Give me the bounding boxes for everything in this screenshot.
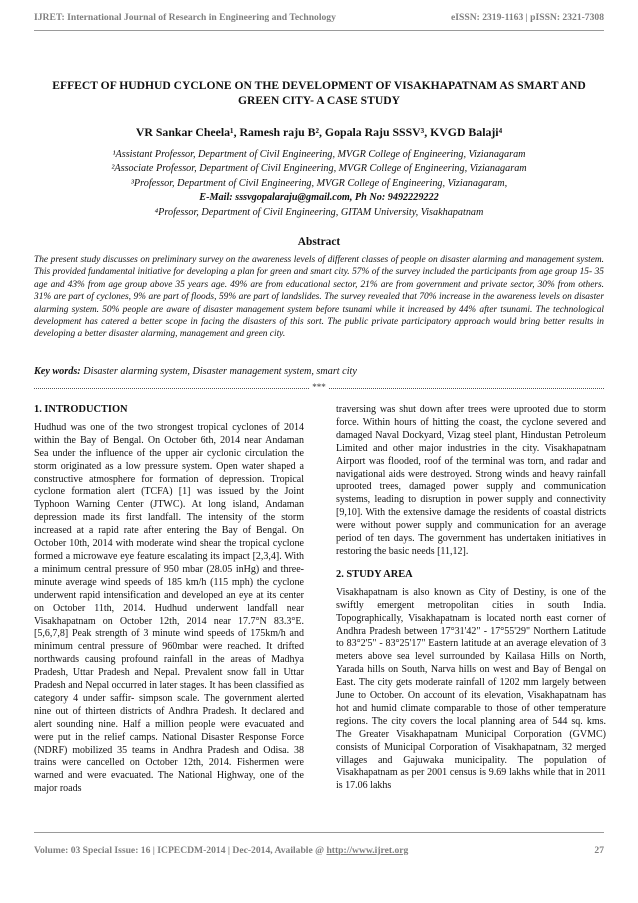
affiliations [40, 148, 598, 220]
paper-title: EFFECT OF HUDHUD CYCLONE ON THE DEVELOPMENT OF VISAKHAPATNAM AS SMART AND GREEN CITY- A CASE STUDY [52, 79, 586, 107]
keywords-list: Disaster alarming system, Disaster management system, smart city [83, 366, 357, 377]
separator-dots-right [329, 388, 604, 389]
header-rule [34, 30, 604, 31]
footer-rule [34, 832, 604, 833]
right-column [336, 404, 606, 793]
author-list: VR Sankar Cheela¹, Ramesh raju B², Gopala Raju SSSV³, KVGD Balaji⁴ [135, 125, 503, 139]
running-footer [34, 845, 604, 856]
abstract-text: The present study discusses on preliminary survey on the awareness levels of different classes of people on disaster alarming and management system. This provided fundamental initiative for developing a plan for green and smart city. 57% of the survey included the participants from age group 15- 35 age and 43% from age group above 35 years age. 49% are from educational sector, 21% are from government and private sector, 30% from others. 31% are part of cyclones, 9% are part of floods, 59% are part of landslides. The survey revealed that 70% increase in the awareness levels on disaster alarming system. 50% people are aware of disaster management system before tsunami while it increased by 44% after tsunami. The technological development has catered a better scope in facing the disasters of this sort. The public private participatory approach would bring better results in developing a better disaster alarming, management and green city. [34, 255, 604, 340]
affiliation-3: ³Professor, Department of Civil Engineering, MVGR College of Engineering, Vizianagaram, [130, 177, 508, 189]
abstract-heading: Abstract [297, 236, 341, 248]
volume-info [34, 845, 408, 856]
separator-dots-left [34, 388, 309, 389]
section-2-text: Visakhapatnam is also known as City of Destiny, is one of the swiftly emergent metropolitan cities in south India. Topographically, Visakhapatnam is located north east corner of Andhra Pradesh between 17°31'42" - 17°55'29" Northern Latitude to 83°2'5" - 83°25'17" Eastern latitude at an average elevation of 3 meters above sea level surrounded by Kailasa Hills on North, Yarada hills on South, Narva hills on west and Bay of Bengal on East. The city gets moderate rainfall of 1202 mm largely between June to October. On account of its elevation, Visakhapatnam has hot and humid climate comparable to those of other temperature regions. The city covers the local planning area of 544 sq. kms. The Greater Visakhapatnam Municipal Corporation (GVMC) consists of Municipal Corporation of Visakhapatnam, 32 merged villages and Gajuwaka municipality. The population of Visakhapatnam as per 2001 census is 9.69 lakhs while that in 2011 is 17.06 lakhs [336, 586, 606, 792]
section-2-heading: 2. STUDY AREA [336, 568, 413, 580]
journal-name: IJRET: International Journal of Research in Engineering and Technology [34, 12, 336, 23]
section-1-text: Hudhud was one of the two strongest tropical cyclones of 2014 within the Bay of Bengal. On October 6th, 2014 near Andaman Sea under the influence of the upper air cyclonic circulation the storm originated as a low pressure system. Open water shaped a constructive atmosphere for formation of depression. Tropical cyclone formation alert (TCFA) [1] was issued by the Joint Typhoon Warning Center (JTWC). At long island, Andaman depression made its first landfall. The intensity of the storm increased at a rapid rate after entering the Bay of Bengal. On October 10th, 2014 with moderate wind shear the tropical cyclone formed a microwave eye feature escalating its impact [2,3,4]. With a minimum central pressure of 950 mbar (28.05 inHg) and three-minute average wind speeds of 185 km/h (115 mph) the cyclone underwent rapid intensification and developed an eye at its center on October 11th, 2014. Hudhud underwent landfall near Visakhapatnam on October 12th, 2014 near 17.7°N 83.3°E.[5,6,7,8] Peak strength of 3 minute wind speeds of 175km/h and minimum central pressure of 960mbar were reached. It drifted northwards causing profound rainfall in the areas of Madhya Pradesh, Uttar Pradesh and Nepal. Prevalent snow fall in Uttar Pradesh and Nepal occurred in later stages. It has been classified as category 4 under saffir- simpson scale. The government alerted nine out of thirteen districts of Andhra Pradesh. It declared and alert sounding nine. Half a million people were evacuated and were put in the relief camps. National Disaster Response Force (NDRF) mobilized 35 teams in Andhra Pradesh and Odisa. 38 trains were cancelled on October 12th, 2014. Fishermen were warned and were evacuated. The National Highway, one of the major roads [34, 421, 304, 795]
affiliation-1: ¹Assistant Professor, Department of Civil Engineering, MVGR College of Engineering, Vizianagaram [112, 149, 526, 160]
section-separator [34, 382, 604, 392]
left-column [34, 404, 304, 796]
running-header [34, 12, 604, 23]
separator-stars: *** [312, 382, 326, 392]
keywords-label: Key words: [34, 366, 81, 377]
affiliation-4: ⁴Professor, Department of Civil Engineering, GITAM University, Visakhapatnam [154, 206, 484, 218]
keywords [34, 366, 604, 377]
section-1-heading: 1. INTRODUCTION [34, 404, 128, 415]
affiliation-2: ²Associate Professor, Department of Civil Engineering, MVGR College of Engineering, Vizianagaram [111, 163, 527, 175]
page-number: 27 [594, 845, 604, 856]
issn: eISSN: 2319-1163 | pISSN: 2321-7308 [451, 12, 604, 23]
journal-url-link[interactable]: http://www.ijret.org [326, 845, 409, 856]
volume-text: Volume: 03 Special Issue: 16 | ICPECDM-2014 | Dec-2014, Available @ [34, 845, 325, 856]
section-1-continuation: traversing was shut down after trees were uprooted due to storm force. Within hours of hitting the coast, the cyclone severed and damaged Naval Dockyard, Vizag steel plant, Hindustan Petroleum Limited and other major industries in the city. Visakhapatnam Airport was flooded, roof of the terminal was torn, and radar and navigational aids were destroyed. Strong winds and heavy rainfall uprooted trees, damaged power supply and communication systems, leading to disruption in power supply and connectivity [9,10]. With the extensive damage the residents of coastal districts were without power supply and communication for an average period of ten days. The government has undertaken initiatives in restoring the basic needs [11,12]. [336, 404, 606, 557]
contact-email: E-Mail: sssvgopalaraju@gmail.com, Ph No: 9492229222 [199, 192, 439, 204]
